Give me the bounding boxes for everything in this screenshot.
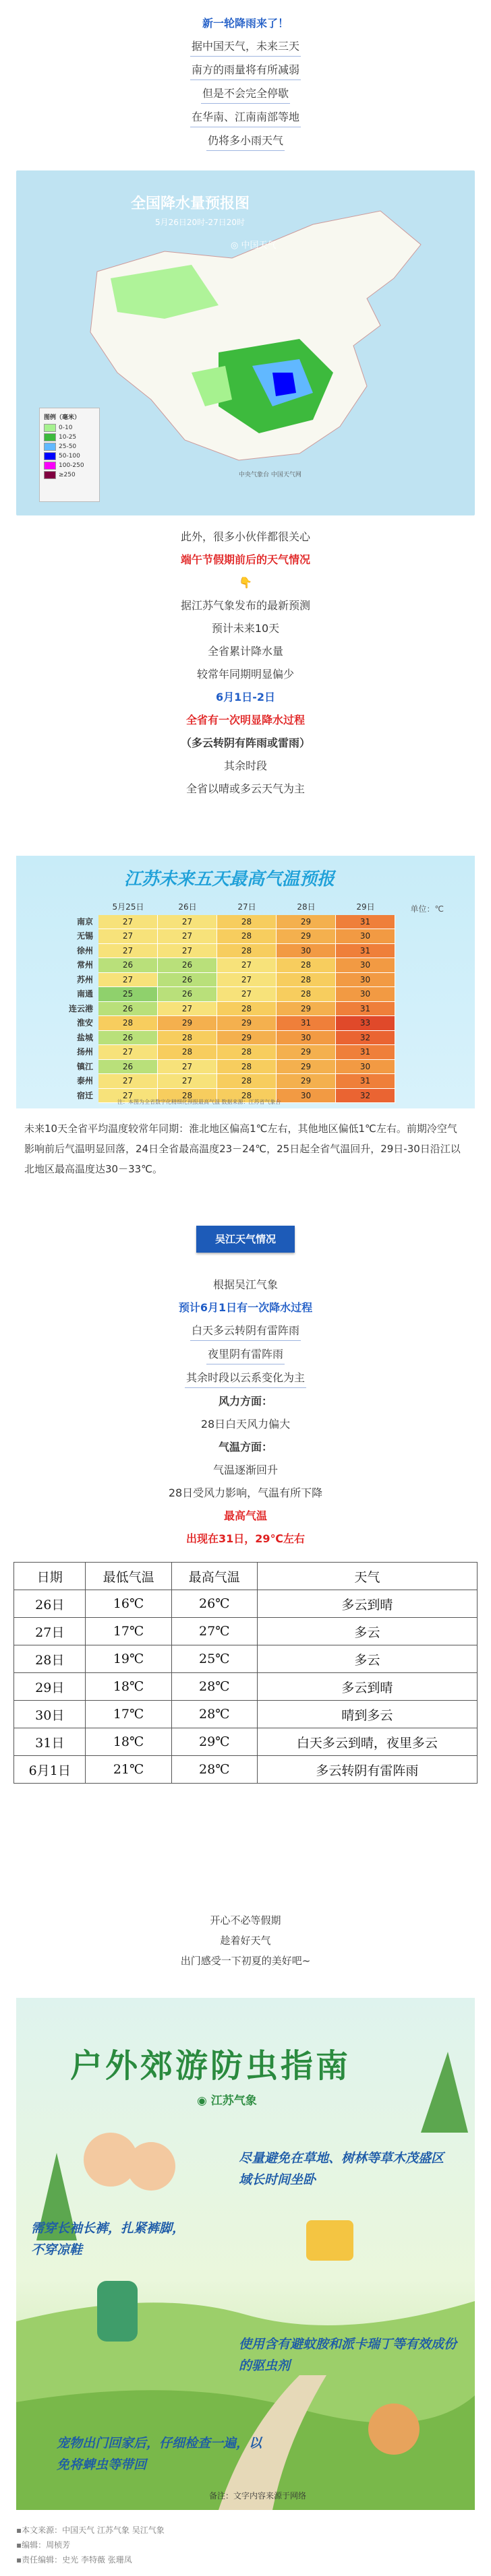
intro-line-text: 但是不会完全停歇 (201, 84, 290, 104)
forecast-temp-cell: 29 (158, 1016, 217, 1031)
table-row (14, 1728, 478, 1756)
forecast-temp-cell: 27 (158, 1074, 217, 1089)
table-cell: 26日 (14, 1590, 86, 1618)
forecast-temp-cell: 29 (217, 1031, 277, 1046)
forecast-header-row (16, 900, 475, 915)
mid-other1: 其余时段 (223, 759, 267, 772)
wj-l1: 根据吴江气象 (212, 1278, 278, 1291)
table-row (14, 1590, 478, 1618)
table-cell: 18℃ (86, 1673, 171, 1701)
forecast-temp-cell: 27 (98, 944, 158, 959)
forecast-row (16, 1002, 475, 1017)
mid-line2: 端午节假期前后的天气情况 (180, 553, 310, 566)
forecast-temp-cell: 26 (158, 958, 217, 973)
intro-line (0, 35, 491, 59)
table-row (14, 1645, 478, 1673)
legend-title: 图例（毫米） (44, 414, 81, 421)
forecast-day-header: 5月25日 (112, 902, 144, 912)
outro-line: 趁着好天气 (220, 1935, 271, 1947)
table-cell: 17℃ (86, 1618, 171, 1645)
table-cell: 30日 (14, 1701, 86, 1728)
forecast-temp-cell: 29 (277, 1045, 336, 1060)
forecast-temp-cell: 29 (277, 1060, 336, 1075)
forecast-row (16, 973, 475, 988)
forecast-temp-cell: 30 (336, 1060, 395, 1075)
forecast-city: 常州 (76, 960, 93, 970)
forecast-temp-cell: 28 (217, 944, 277, 959)
poster-footnote: 备注：文字内容来源于网络 (209, 2491, 307, 2501)
legend-item (44, 442, 95, 451)
mid-dates: 6月1日-2日 (215, 691, 276, 703)
poster-logo: ◉ 江苏气象 (197, 2094, 257, 2108)
forecast-city: 徐州 (76, 945, 93, 955)
forecast-temp-cell: 32 (336, 1089, 395, 1104)
credits (16, 2523, 165, 2567)
legend-item (44, 433, 95, 442)
forecast-temp-cell: 31 (336, 944, 395, 959)
mid-block (0, 526, 491, 800)
forecast-temp-cell: 31 (336, 915, 395, 930)
forecast-temp-cell: 31 (277, 1016, 336, 1031)
forecast-temp-cell: 28 (277, 987, 336, 1002)
legend-swatch (44, 452, 56, 460)
legend-label: 0-10 (59, 425, 73, 431)
forecast-temp-cell: 27 (217, 958, 277, 973)
forecast-day-header: 29日 (356, 902, 375, 912)
pointing-down-icon: 👇 (239, 576, 252, 589)
wujiang-block (0, 1274, 491, 1550)
forecast-row (16, 1045, 475, 1060)
forecast-row (16, 958, 475, 973)
table-cell: 29日 (14, 1673, 86, 1701)
forecast-temp-cell: 28 (217, 915, 277, 930)
forecast-temp-cell: 28 (217, 1060, 277, 1075)
mid-line: 预计未来10天 (211, 622, 280, 635)
forecast-row (16, 944, 475, 959)
table-cell: 29℃ (171, 1728, 257, 1756)
table-header: 最低气温 (86, 1563, 171, 1590)
wj-wind-heading: 风力方面： (218, 1395, 272, 1408)
table-cell: 27日 (14, 1618, 86, 1645)
table-cell: 17℃ (86, 1701, 171, 1728)
wj-l2: 预计6月1日有一次降水过程 (178, 1301, 313, 1314)
wj-max: 出现在31日，29℃左右 (186, 1532, 305, 1545)
intro-block (0, 12, 491, 153)
forecast-day-header: 28日 (297, 902, 316, 912)
forecast-city: 泰州 (76, 1076, 93, 1086)
table-cell: 多云到晴 (257, 1590, 477, 1618)
forecast-temp-cell: 27 (98, 973, 158, 988)
map-subtitle: 5月26日20时-27日20时 (155, 218, 246, 227)
table-cell: 28℃ (171, 1701, 257, 1728)
forecast-temp-cell: 26 (98, 1002, 158, 1017)
wj-l4: 夜里阴有雷阵雨 (206, 1345, 285, 1364)
poster-logo-text: 江苏气象 (210, 2094, 257, 2108)
legend-swatch (44, 433, 56, 441)
forecast-city: 苏州 (76, 974, 93, 984)
forecast-temp-cell: 28 (277, 958, 336, 973)
forecast-city: 镇江 (76, 1061, 93, 1071)
precipitation-map (16, 170, 475, 515)
forecast-temp-cell: 28 (217, 1074, 277, 1089)
summary-text: 未来10天全省平均温度较常年同期：淮北地区偏高1℃左右，其他地区偏低1℃左右。前期冷空气影响前后气温明显回落，24日全省最高温度23－24℃，25日起全省气温回升，29日-30日沿江以北地区最高温度达30－33℃。 (24, 1123, 461, 1175)
table-cell: 晴到多云 (257, 1701, 477, 1728)
forecast-temp-cell: 33 (336, 1016, 395, 1031)
intro-line (0, 59, 491, 82)
legend-label: 25-50 (59, 443, 77, 450)
table-cell: 27℃ (171, 1618, 257, 1645)
table-header: 最高气温 (171, 1563, 257, 1590)
credit-line: ▪本文来源：中国天气 江苏气象 吴江气象 (16, 2525, 165, 2535)
wj-temp-heading: 气温方面： (218, 1441, 272, 1453)
forecast-temp-cell: 30 (277, 944, 336, 959)
table-cell: 多云到晴 (257, 1673, 477, 1701)
forecast-temp-cell: 26 (98, 1031, 158, 1046)
forecast-temp-cell: 27 (98, 1089, 158, 1104)
forecast-temp-cell: 27 (158, 944, 217, 959)
forecast-temp-cell: 30 (336, 987, 395, 1002)
intro-line-text: 在华南、江南南部等地 (190, 108, 301, 127)
table-cell: 6月1日 (14, 1756, 86, 1784)
forecast-city: 扬州 (76, 1047, 93, 1057)
forecast-temp-cell: 30 (336, 929, 395, 944)
mid-rain-detail: （多云转阴有阵雨或雷雨） (180, 736, 310, 749)
forecast-temp-cell: 27 (158, 929, 217, 944)
forecast-temp-cell: 28 (158, 1045, 217, 1060)
forecast-row (16, 1074, 475, 1089)
forecast-temp-cell: 31 (336, 1002, 395, 1017)
forecast-temp-cell: 26 (98, 958, 158, 973)
intro-line (0, 129, 491, 153)
forecast-temp-cell: 26 (158, 973, 217, 988)
forecast-city: 淮安 (76, 1018, 93, 1028)
table-cell: 白天多云到晴，夜里多云 (257, 1728, 477, 1756)
forecast-temp-cell: 30 (336, 958, 395, 973)
legend-label: ≥250 (59, 472, 76, 478)
table-row (14, 1673, 478, 1701)
forecast-temp-cell: 30 (336, 973, 395, 988)
forecast-temp-cell: 27 (98, 1074, 158, 1089)
forecast-temp-cell: 27 (98, 1045, 158, 1060)
forecast-temp-cell: 27 (217, 973, 277, 988)
outro-block (0, 1910, 491, 1971)
map-footer: 中央气象台 中国天气网 (239, 472, 301, 478)
forecast-city: 南京 (76, 916, 93, 926)
forecast-temp-cell: 30 (277, 1031, 336, 1046)
forecast-temp-cell: 29 (277, 1002, 336, 1017)
intro-line-text: 仍将多小雨天气 (206, 131, 285, 151)
poster-tip-4: 宠物出门回家后，仔细检查一遍，以免将蜱虫等带回 (57, 2436, 262, 2472)
forecast-day-header: 26日 (178, 902, 197, 912)
legend-item (44, 461, 95, 470)
forecast-temp-cell: 30 (277, 1089, 336, 1104)
table-row (14, 1701, 478, 1728)
legend-item (44, 470, 95, 480)
forecast-city: 盐城 (76, 1032, 93, 1042)
table-header: 日期 (14, 1563, 86, 1590)
wj-temp2: 28日受风力影响，气温有所下降 (168, 1486, 323, 1499)
forecast-temp-cell: 27 (98, 929, 158, 944)
legend-label: 50-100 (59, 453, 80, 460)
weather-table (13, 1562, 478, 1784)
table-cell: 28日 (14, 1645, 86, 1673)
forecast-unit: 单位：℃ (410, 904, 444, 914)
forecast-temp-cell: 29 (277, 929, 336, 944)
forecast-temp-cell: 32 (336, 1031, 395, 1046)
legend-item (44, 451, 95, 461)
mid-rain: 全省有一次明显降水过程 (185, 714, 305, 726)
forecast-temp-cell: 27 (217, 987, 277, 1002)
forecast-temp-cell: 28 (217, 1045, 277, 1060)
poster-tip-3: 使用含有避蚊胺和派卡瑞丁等有效成份的驱虫剂 (239, 2337, 457, 2373)
legend-label: 10-25 (59, 434, 77, 441)
map-legend (39, 408, 100, 502)
brand-label: 中国天气 (241, 241, 277, 251)
wj-l5: 其余时段以云系变化为主 (185, 1369, 306, 1388)
wj-temp1: 气温逐渐回升 (212, 1464, 278, 1476)
forecast-temp-cell: 28 (158, 1089, 217, 1104)
table-cell: 19℃ (86, 1645, 171, 1673)
table-cell: 31日 (14, 1728, 86, 1756)
forecast-city: 连云港 (68, 1003, 93, 1013)
legend-item (44, 423, 95, 433)
mid-line1: 此外，很多小伙伴都很关心 (180, 530, 310, 543)
poster-tip-2: 需穿长袖长裤，扎紧裤脚，不穿凉鞋 (31, 2221, 185, 2257)
poster-title: 户外郊游防虫指南 (70, 2047, 351, 2085)
table-cell: 多云 (257, 1645, 477, 1673)
forecast-temp-cell: 29 (217, 1016, 277, 1031)
table-cell: 21℃ (86, 1756, 171, 1784)
forecast-row (16, 929, 475, 944)
forecast-row (16, 1016, 475, 1031)
forecast-row (16, 1031, 475, 1046)
forecast-temp-cell: 27 (158, 1002, 217, 1017)
forecast-temp-cell: 26 (158, 987, 217, 1002)
intro-line (0, 82, 491, 106)
forecast-row (16, 1060, 475, 1075)
outro-line: 出门感受一下初夏的美好吧~ (180, 1955, 311, 1967)
forecast-city: 宿迁 (76, 1090, 93, 1100)
forecast-city: 无锡 (76, 931, 93, 941)
wj-wind: 28日白天风力偏大 (200, 1418, 291, 1431)
table-cell: 26℃ (171, 1590, 257, 1618)
forecast-city: 南通 (76, 989, 93, 999)
table-cell: 多云 (257, 1618, 477, 1645)
forecast-temp-cell: 28 (98, 1016, 158, 1031)
table-cell: 16℃ (86, 1590, 171, 1618)
forecast-temp-cell: 29 (277, 1074, 336, 1089)
forecast-temp-cell: 28 (217, 929, 277, 944)
forecast-temp-cell: 29 (277, 915, 336, 930)
forecast-temp-cell: 27 (158, 1060, 217, 1075)
forecast-day-header: 27日 (237, 902, 256, 912)
wj-max-heading: 最高气温 (223, 1509, 267, 1522)
forecast-temp-cell: 31 (336, 1045, 395, 1060)
intro-headline: 新一轮降雨来了！ (202, 17, 289, 30)
legend-swatch (44, 462, 56, 470)
wujiang-weather-button[interactable]: 吴江天气情况 (196, 1226, 295, 1253)
forecast-temp-cell: 28 (217, 1002, 277, 1017)
forecast-temp-cell: 26 (98, 1060, 158, 1075)
forecast-title: 江苏未来五天最高气温预报 (124, 869, 335, 889)
table-header: 天气 (257, 1563, 477, 1590)
table-cell: 多云转阴有雷阵雨 (257, 1756, 477, 1784)
poster-tip-1: 尽量避免在草地、树林等草木茂盛区域长时间坐卧 (239, 2151, 444, 2187)
temperature-forecast-chart (16, 856, 475, 1108)
forecast-temp-cell: 25 (98, 987, 158, 1002)
legend-swatch (44, 443, 56, 451)
intro-line-text: 据中国天气，未来三天 (190, 37, 301, 57)
mid-line: 据江苏气象发布的最新预测 (180, 599, 310, 612)
forecast-temp-cell: 27 (158, 915, 217, 930)
mid-other2: 全省以晴或多云天气为主 (185, 782, 305, 795)
forecast-row (16, 915, 475, 930)
table-row (14, 1618, 478, 1645)
forecast-row (16, 987, 475, 1002)
table-row (14, 1756, 478, 1784)
legend-swatch (44, 471, 56, 479)
map-title: 全国降水量预报图 (131, 195, 250, 212)
insect-guide-poster (16, 1998, 475, 2510)
forecast-temp-cell: 28 (277, 973, 336, 988)
forecast-temp-cell: 28 (158, 1031, 217, 1046)
legend-swatch (44, 424, 56, 432)
forecast-temp-cell: 31 (336, 1074, 395, 1089)
legend-label: 100-250 (59, 462, 84, 469)
intro-line (0, 106, 491, 129)
table-cell: 18℃ (86, 1728, 171, 1756)
intro-line-text: 南方的雨量将有所减弱 (190, 61, 301, 80)
credit-line: ▪责任编辑：史光 李特薇 张珊凤 (16, 2555, 132, 2565)
mid-line: 较常年同期明显偏少 (196, 668, 294, 681)
forecast-temp-cell: 27 (98, 915, 158, 930)
table-cell: 28℃ (171, 1673, 257, 1701)
table-cell: 25℃ (171, 1645, 257, 1673)
forecast-note: 注：本图为全省数字化精细化预报最高气温 数据来源：江苏省气象台 (117, 1099, 281, 1105)
forecast-temp-cell: 28 (217, 1089, 277, 1104)
table-cell: 28℃ (171, 1756, 257, 1784)
credit-line: ▪编辑：周桢芳 (16, 2540, 71, 2550)
china-weather-logo: ◎ 中国天气 (231, 241, 277, 251)
outro-line: 开心不必等假期 (210, 1914, 281, 1926)
wj-l3: 白天多云转阴有雷阵雨 (190, 1321, 301, 1341)
mid-line: 全省累计降水量 (207, 645, 283, 658)
